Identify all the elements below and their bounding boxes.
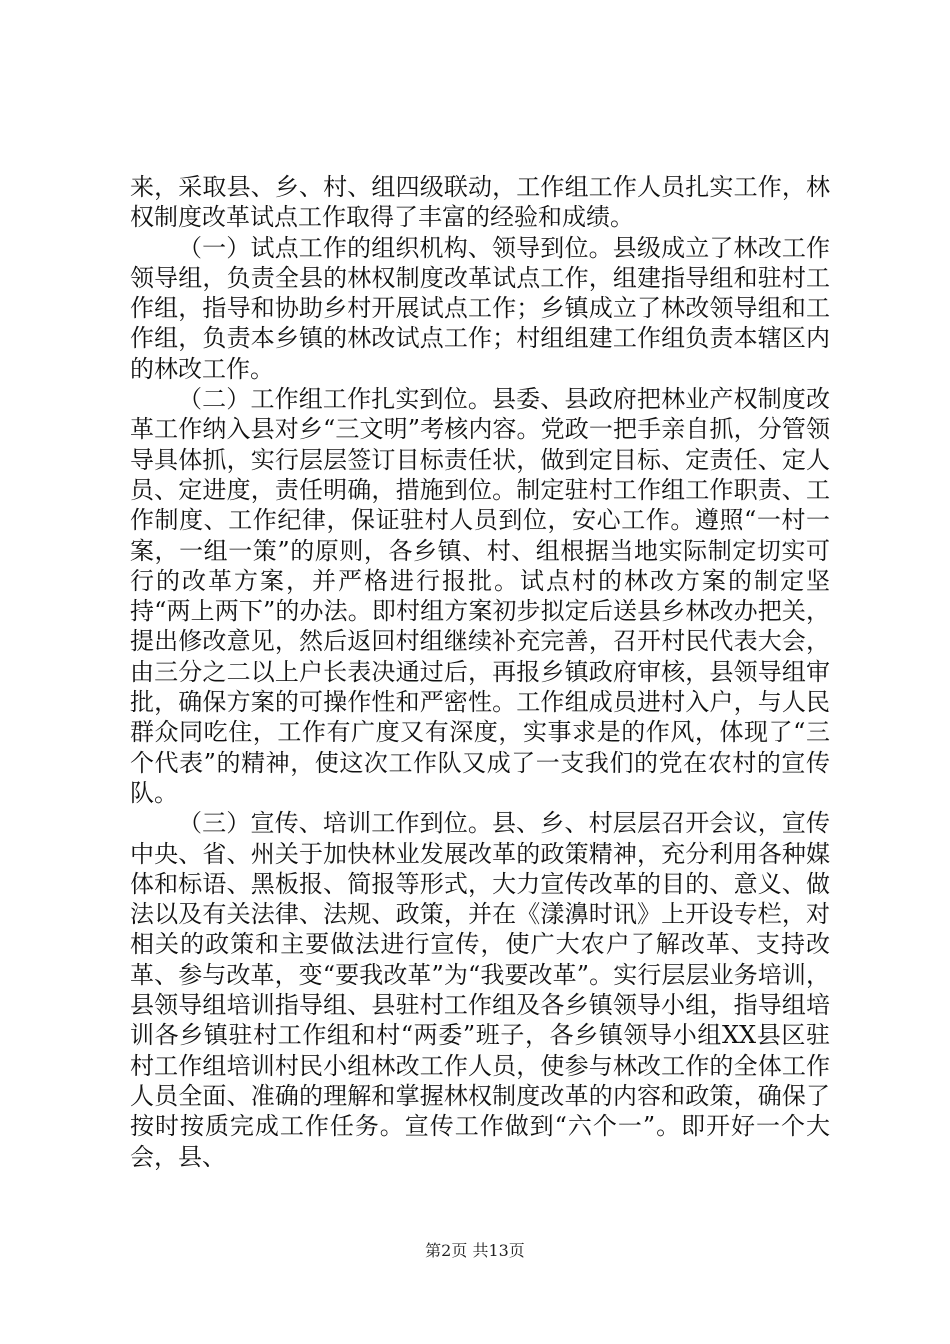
paragraph-section-2: （二）工作组工作扎实到位。县委、县政府把林业产权制度改革工作纳入县对乡“三文明”考核内容。党政一把手亲自抓，分管领导具体抓，实行层层签订目标责任状，做到定目标、定责任、定人员、定进度，责任明确，措施到位。制定驻村工作组工作职责、工作制度、工作纪律，保证驻村人员到位，安心工作。遵照“一村一案，一组一策”的原则，各乡镇、村、组根据当地实际制定切实可行的改革方案，并严格进行报批。试点村的林改方案的制定坚持“两上两下”的办法。即村组方案初步拟定后送县乡林改办把关，提出修改意见，然后返回村组继续补充完善，召开村民代表大会，由三分之二以上户长表决通过后，再报乡镇政府审核，县领导组审批，确保方案的可操作性和严密性。工作组成员进村入户，与人民群众同吃住，工作有广度又有深度，实事求是的作风，体现了“三个代表”的精神，使这次工作队又成了一支我们的党在农村的宣传队。 [130,385,830,807]
paragraph-continuation: 来，采取县、乡、村、组四级联动，工作组工作人员扎实工作，林权制度改革试点工作取得了丰富的经验和成绩。 [130,173,830,232]
paragraph-section-3: （三）宣传、培训工作到位。县、乡、村层层召开会议，宣传中央、省、州关于加快林业发展改革的政策精神，充分利用各种媒体和标语、黑板报、简报等形式，大力宣传改革的目的、意义、做法以及有关法律、法规、政策，并在《漾濞时讯》上开设专栏，对相关的政策和主要做法进行宣传，使广大农户了解改革、支持改革、参与改革，变“要我改革”为“我要改革”。实行层层业务培训，县领导组培训指导组、县驻村工作组及各乡镇领导小组，指导组培训各乡镇驻村工作组和村“两委”班子，各乡镇领导小组XX县区驻村工作组培训村民小组林改工作人员，使参与林改工作的全体工作人员全面、准确的理解和掌握林权制度改革的内容和政策，确保了按时按质完成工作任务。宣传工作做到“六个一”。即开好一个大会，县、 [130,809,830,1171]
paragraph-section-1: （一）试点工作的组织机构、领导到位。县级成立了林改工作领导组，负责全县的林权制度改革试点工作，组建指导组和驻村工作组，指导和协助乡村开展试点工作；乡镇成立了林改领导组和工作组，负责本乡镇的林改试点工作；村组组建工作组负责本辖区内的林改工作。 [130,233,830,383]
page-number-footer: 第2页 共13页 [425,1241,525,1260]
document-body [130,172,830,1172]
